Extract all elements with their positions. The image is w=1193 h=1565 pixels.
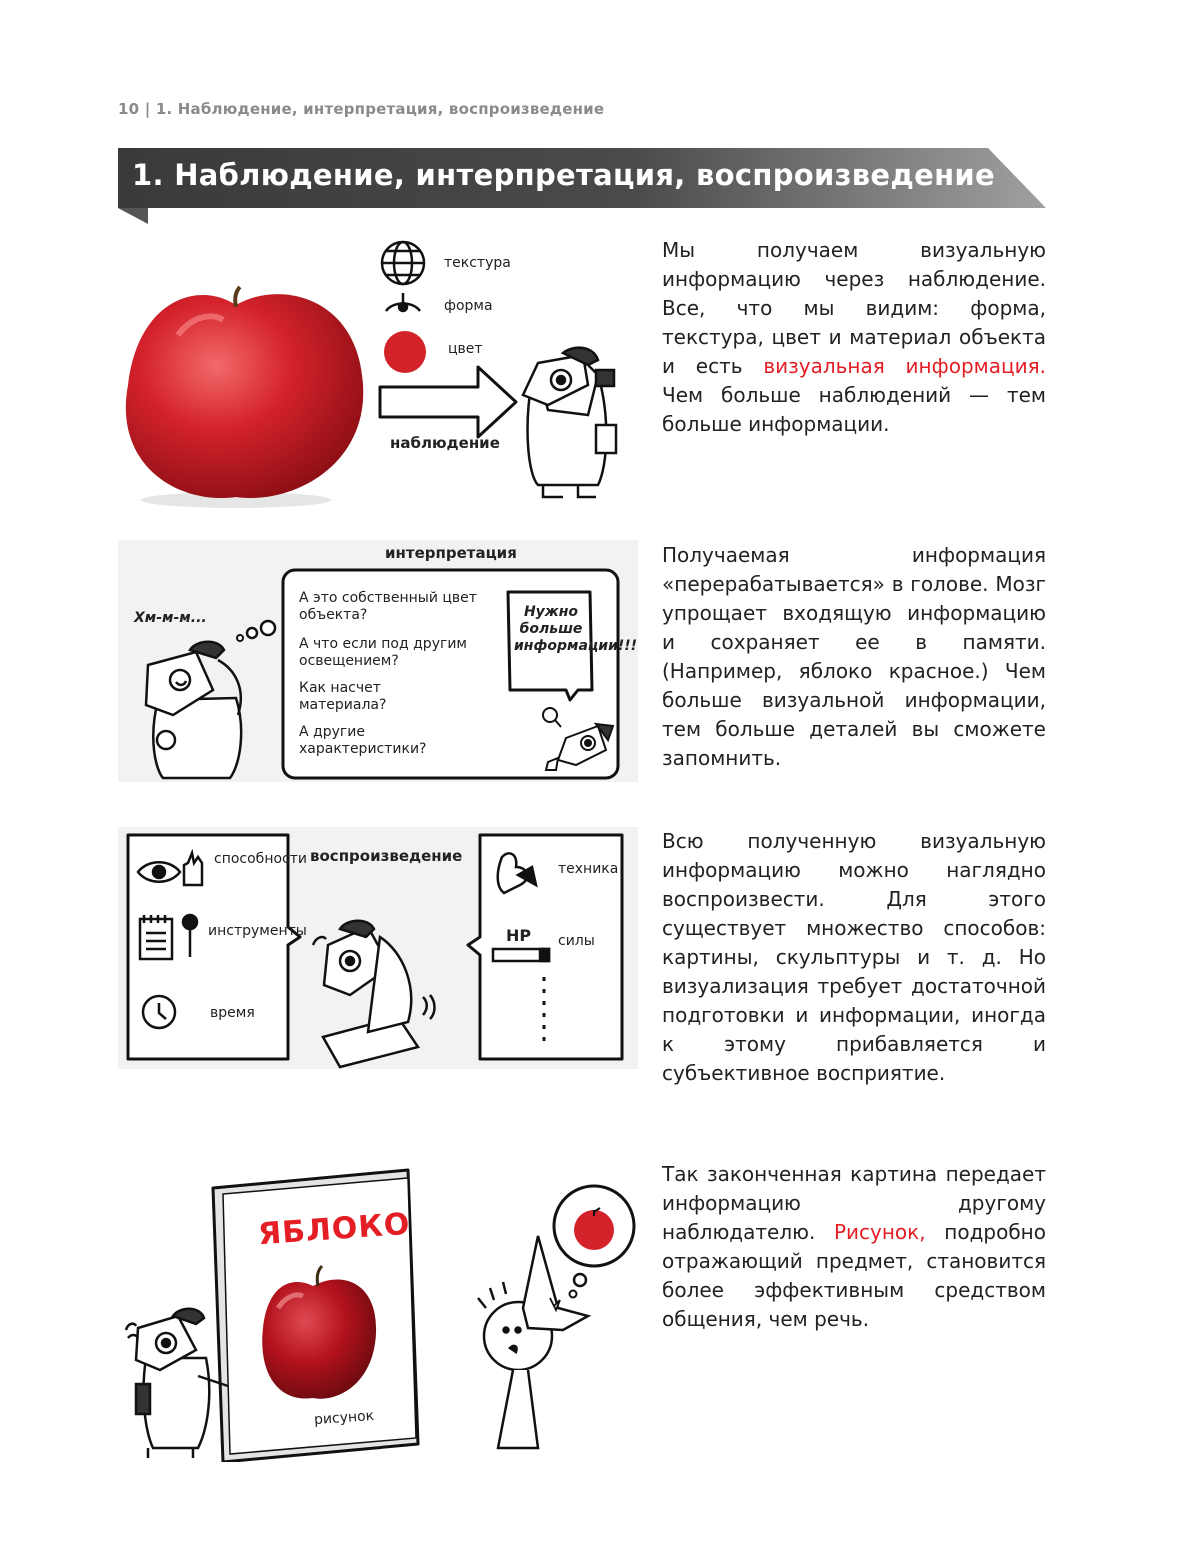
book-title: ЯБЛОКО (256, 1206, 412, 1253)
label-shape: форма (444, 298, 493, 314)
label-observation: наблюдение (390, 434, 500, 452)
book-caption: рисунок (313, 1407, 375, 1429)
notebook-icon (140, 915, 172, 959)
label-color: цвет (448, 341, 483, 357)
item-tools: инструменты (208, 923, 307, 939)
communication-illustration (118, 1158, 638, 1462)
highlight-drawing: Рисунок, (833, 1220, 926, 1244)
presenter-character (126, 1309, 228, 1458)
paragraph-interpretation: Получаемая информация «перерабатывается» в голове. Мозг упрощает входящую информацию и сохраняет ее в памяти. (Например, яблоко красное.) Чем больше визуальной информации, тем больше деталей вы сможете запомнить. (662, 543, 1046, 770)
question-1: А это собственный цвет объекта? (299, 590, 477, 623)
globe-icon (382, 242, 424, 284)
shape-icon (386, 293, 420, 311)
item-time: время (210, 1005, 255, 1021)
question-3: Как насчет материала? (299, 680, 387, 713)
eye-icon (138, 862, 180, 882)
separator: | (144, 100, 151, 118)
apple-photo (126, 287, 363, 508)
arrow-right-icon (380, 367, 516, 437)
need-more-text: Нужно больше информации!!! (514, 604, 638, 654)
running-title: 1. Наблюдение, интерпретация, воспроизведение (155, 100, 605, 118)
reproduction-title: воспроизведение (310, 847, 463, 865)
question-2: А что если под другим освещением? (299, 636, 467, 669)
observer-character (523, 348, 616, 497)
item-technique: техника (558, 861, 619, 877)
highlight-visual-information: визуальная информация. (763, 354, 1046, 378)
paragraph-reproduction: Всю полученную визуальную информацию можно наглядно воспроизвести. Для этого существует множество способов: картины, скульптуры и т. д. Но визуализация требует достаточной подготовки и информации, иногда к этому прибавляется и субъективное восприятие. (662, 829, 1046, 1085)
interpretation-illustration (118, 540, 638, 782)
question-4: А другие характеристики? (299, 724, 427, 757)
paragraph-communication: Так законченная картина передает информацию другому наблюдателю. Рисунок, подробно отражающий предмет, становится более эффективным средством общения, чем речь. (662, 1162, 1046, 1331)
page-number: 10 (118, 100, 140, 118)
paragraph-observation: Мы получаем визуальную информацию через наблюдение. Все, что мы видим: форма, текстура, цвет и материал объекта и есть визуальная информация. Чем больше наблюдений — тем больше информации. (662, 238, 1046, 436)
chapter-title: 1. Наблюдение, интерпретация, воспроизведение (132, 158, 996, 192)
reproduction-illustration (118, 827, 638, 1069)
label-texture: текстура (444, 255, 511, 271)
observation-illustration (118, 235, 638, 510)
hp-label: HP (506, 926, 532, 945)
red-circle-icon (384, 331, 426, 373)
item-strength: силы (558, 933, 595, 949)
running-head (118, 100, 604, 118)
item-abilities: способности (214, 851, 307, 867)
chapter-banner (118, 148, 1046, 224)
listener-character (478, 1236, 588, 1448)
thought-bubble (554, 1186, 634, 1298)
interpretation-title: интерпретация (385, 544, 517, 562)
thinking-exclamation: Хм-м-м... (134, 610, 207, 626)
